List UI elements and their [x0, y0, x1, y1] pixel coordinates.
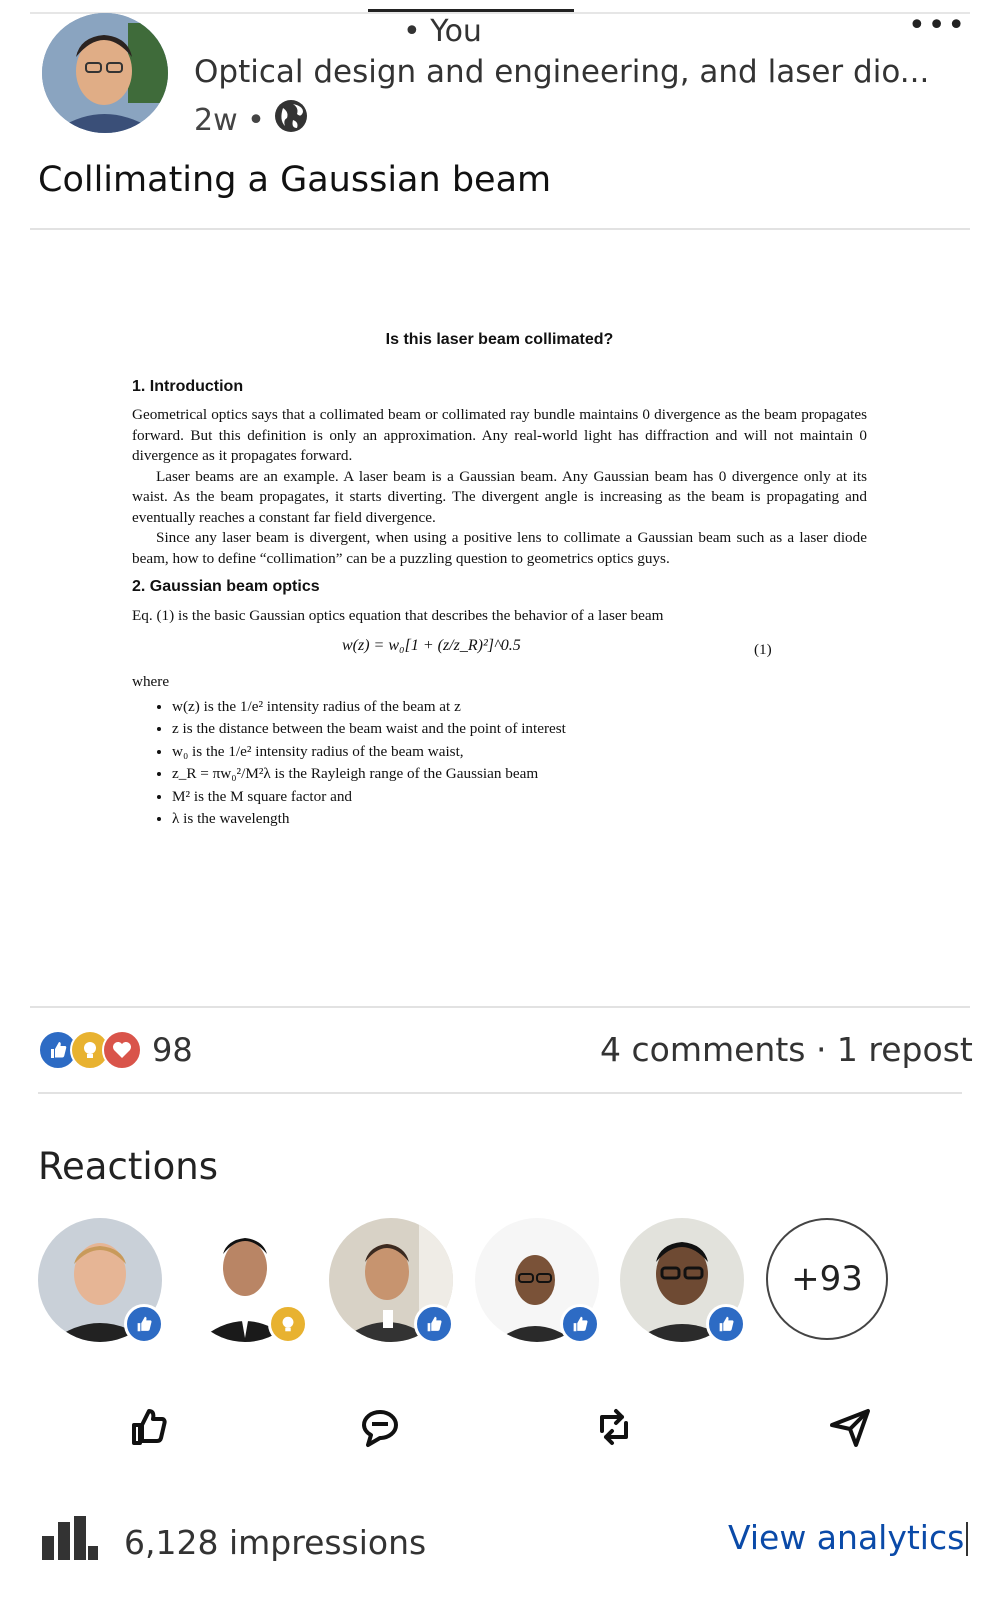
document-preview[interactable]: [132, 330, 867, 832]
document-heading: Is this laser beam collimated?: [385, 331, 614, 348]
post-time: [194, 98, 309, 142]
where-label: where: [132, 673, 170, 690]
paragraph: Geometrical optics says that a collimated beam or collimated ray bundle maintains 0 divergence as the beam propagates forward. But this definition is only an approximation. Any real-world light has diffraction and will not maintain 0 divergence as it propagates forward.: [132, 406, 867, 464]
title-divider: [30, 228, 970, 230]
like-icon: [414, 1304, 454, 1344]
like-icon: [124, 1304, 164, 1344]
social-divider: [38, 1092, 962, 1094]
comment-button[interactable]: [356, 1403, 404, 1451]
time-ago: 2w •: [194, 102, 265, 138]
analytics-bar-icon: [42, 1516, 98, 1568]
like-button[interactable]: [124, 1403, 172, 1451]
section-intro-title: 1. Introduction: [132, 377, 244, 395]
paragraph: Eq. (1) is the basic Gaussian optics equation that describes the behavior of a laser beam: [132, 606, 664, 624]
like-icon: [560, 1304, 600, 1344]
scroll-indicator: [368, 9, 574, 12]
author-you-label: • You: [403, 14, 482, 49]
reaction-summary[interactable]: [38, 1030, 193, 1070]
view-analytics-link[interactable]: View analytics: [728, 1518, 965, 1557]
post-title: Collimating a Gaussian beam: [38, 160, 552, 200]
repost-button[interactable]: [590, 1403, 638, 1451]
equation-number: (1): [754, 641, 772, 658]
list-item: • λ is the wavelength: [172, 809, 867, 830]
list-item: • w(z) is the 1/e² intensity radius of the beam at z: [172, 697, 867, 718]
definition-list: [132, 697, 867, 830]
section-gaussian-title: 2. Gaussian beam optics: [132, 578, 320, 595]
comments-reposts-link[interactable]: 4 comments · 1 repost: [600, 1030, 973, 1069]
author-headline[interactable]: Optical design and engineering, and laser dio...: [194, 54, 930, 90]
more-reactors-button[interactable]: +93: [766, 1218, 888, 1340]
list-item: • M² is the M square factor and: [172, 787, 867, 808]
impressions-row: [42, 1516, 426, 1568]
reactions-title: Reactions: [38, 1145, 218, 1188]
love-icon: [102, 1030, 142, 1070]
paragraph: Laser beams are an example. A laser beam is a Gaussian beam. Any Gaussian beam has 0 divergence only at its waist. As the beam propagates, it starts diverting. The divergent angle is increasing as the beam is propagating and eventually reaches a constant far field divergence.: [132, 467, 867, 526]
equation-row: [132, 626, 867, 672]
more-icon[interactable]: •••: [908, 8, 968, 43]
impressions-count: 6,128 impressions: [124, 1522, 427, 1562]
like-icon: [706, 1304, 746, 1344]
list-item: • z_R = πw₀²/M²λ is the Rayleigh range of the Gaussian beam: [172, 764, 867, 785]
top-divider: [30, 12, 970, 14]
author-avatar[interactable]: [42, 13, 168, 133]
reaction-count: 98: [152, 1031, 193, 1069]
equation: w(z) = w₀[1 + (z/z_R)²]^0.5: [342, 637, 521, 654]
insightful-icon: [268, 1304, 308, 1344]
paragraph: Since any laser beam is divergent, when using a positive lens to collimate a Gaussian beam such as a laser diode beam, how to define “collimation” can be a puzzling question to geometrics optics guys.: [132, 529, 867, 567]
edge-bar: [966, 1522, 968, 1556]
list-item: • z is the distance between the beam waist and the point of interest: [172, 719, 867, 740]
globe-icon: [273, 98, 309, 142]
list-item: • w₀ is the 1/e² intensity radius of the beam waist,: [172, 742, 867, 763]
send-button[interactable]: [826, 1403, 874, 1451]
document-divider: [30, 1006, 970, 1008]
